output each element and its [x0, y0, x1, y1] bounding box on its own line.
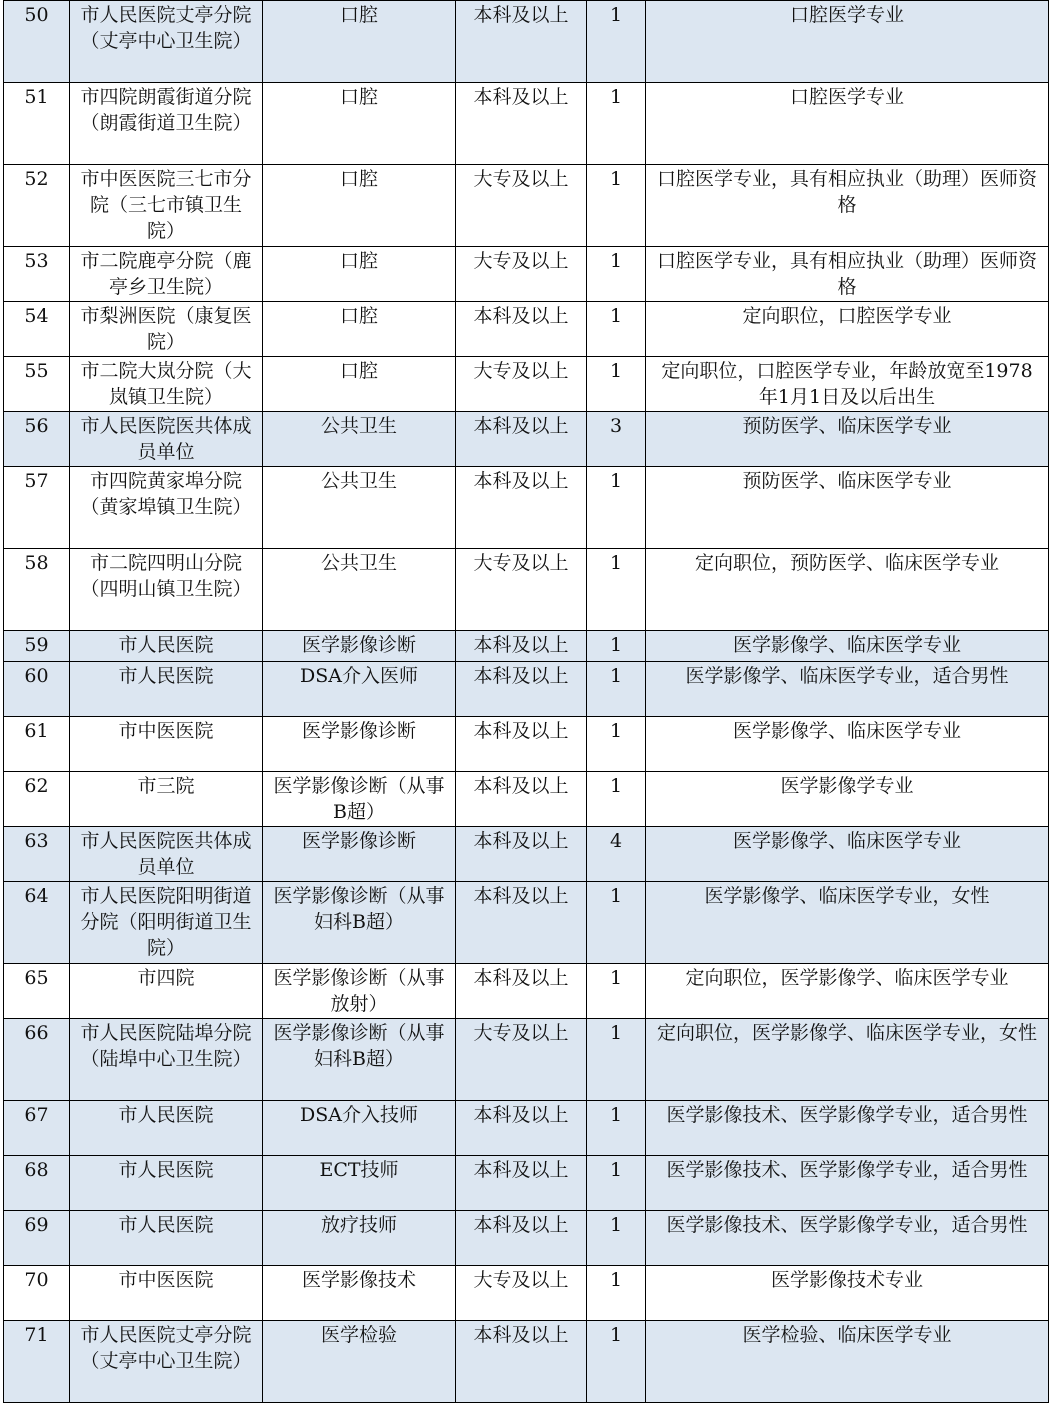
position-cell: 医学影像诊断（从事B超）	[263, 772, 456, 827]
headcount-cell: 1	[587, 549, 646, 631]
row-number-cell: 55	[4, 357, 70, 412]
employer-unit-cell: 市人民医院	[70, 1156, 263, 1211]
position-cell: 口腔	[263, 1, 456, 83]
row-number-cell: 59	[4, 631, 70, 662]
position-cell: 放疗技师	[263, 1211, 456, 1266]
requirements-cell: 口腔医学专业	[646, 1, 1049, 83]
requirements-cell: 医学检验、临床医学专业	[646, 1321, 1049, 1403]
headcount-cell: 1	[587, 964, 646, 1019]
row-number-cell: 60	[4, 662, 70, 717]
table-row	[4, 165, 1049, 247]
position-cell: 医学影像诊断	[263, 717, 456, 772]
education-cell: 本科及以上	[456, 631, 587, 662]
position-cell: 公共卫生	[263, 467, 456, 549]
education-cell: 本科及以上	[456, 1156, 587, 1211]
headcount-cell: 1	[587, 467, 646, 549]
education-cell: 本科及以上	[456, 1211, 587, 1266]
headcount-cell: 1	[587, 1, 646, 83]
employer-unit-cell: 市三院	[70, 772, 263, 827]
row-number-cell: 64	[4, 882, 70, 964]
row-number-cell: 58	[4, 549, 70, 631]
position-cell: 公共卫生	[263, 412, 456, 467]
row-number-cell: 50	[4, 1, 70, 83]
headcount-cell: 1	[587, 165, 646, 247]
table-row	[4, 882, 1049, 964]
row-number-cell: 67	[4, 1101, 70, 1156]
requirements-cell: 医学影像技术专业	[646, 1266, 1049, 1321]
employer-unit-cell: 市人民医院	[70, 631, 263, 662]
row-number-cell: 56	[4, 412, 70, 467]
employer-unit-cell: 市二院鹿亭分院（鹿亭乡卫生院）	[70, 247, 263, 302]
headcount-cell: 1	[587, 772, 646, 827]
headcount-cell: 1	[587, 1211, 646, 1266]
requirements-cell: 定向职位，医学影像学、临床医学专业，女性	[646, 1019, 1049, 1101]
education-cell: 本科及以上	[456, 882, 587, 964]
row-number-cell: 71	[4, 1321, 70, 1403]
positions-table	[3, 0, 1049, 1403]
position-cell: 医学影像诊断	[263, 827, 456, 882]
position-cell: 口腔	[263, 247, 456, 302]
requirements-cell: 医学影像技术、医学影像学专业，适合男性	[646, 1211, 1049, 1266]
requirements-cell: 口腔医学专业	[646, 83, 1049, 165]
headcount-cell: 1	[587, 83, 646, 165]
headcount-cell: 1	[587, 1321, 646, 1403]
headcount-cell: 1	[587, 662, 646, 717]
requirements-cell: 医学影像技术、医学影像学专业，适合男性	[646, 1156, 1049, 1211]
row-number-cell: 70	[4, 1266, 70, 1321]
employer-unit-cell: 市人民医院丈亭分院（丈亭中心卫生院）	[70, 1321, 263, 1403]
position-cell: 医学影像诊断（从事妇科B超）	[263, 1019, 456, 1101]
education-cell: 本科及以上	[456, 827, 587, 882]
education-cell: 大专及以上	[456, 549, 587, 631]
position-cell: 医学影像诊断	[263, 631, 456, 662]
employer-unit-cell: 市人民医院	[70, 662, 263, 717]
employer-unit-cell: 市四院黄家埠分院（黄家埠镇卫生院）	[70, 467, 263, 549]
row-number-cell: 51	[4, 83, 70, 165]
row-number-cell: 61	[4, 717, 70, 772]
employer-unit-cell: 市人民医院医共体成员单位	[70, 827, 263, 882]
position-cell: 医学影像诊断（从事妇科B超）	[263, 882, 456, 964]
table-row	[4, 1321, 1049, 1403]
position-cell: 医学影像诊断（从事放射）	[263, 964, 456, 1019]
education-cell: 大专及以上	[456, 1266, 587, 1321]
row-number-cell: 62	[4, 772, 70, 827]
row-number-cell: 69	[4, 1211, 70, 1266]
education-cell: 本科及以上	[456, 83, 587, 165]
employer-unit-cell: 市人民医院	[70, 1101, 263, 1156]
row-number-cell: 65	[4, 964, 70, 1019]
employer-unit-cell: 市中医医院三七市分院（三七市镇卫生院）	[70, 165, 263, 247]
requirements-cell: 定向职位，医学影像学、临床医学专业	[646, 964, 1049, 1019]
employer-unit-cell: 市人民医院阳明街道分院（阳明街道卫生院）	[70, 882, 263, 964]
position-cell: 医学影像技术	[263, 1266, 456, 1321]
education-cell: 本科及以上	[456, 467, 587, 549]
table-row	[4, 717, 1049, 772]
position-cell: 公共卫生	[263, 549, 456, 631]
requirements-cell: 定向职位，口腔医学专业	[646, 302, 1049, 357]
headcount-cell: 1	[587, 882, 646, 964]
education-cell: 本科及以上	[456, 772, 587, 827]
position-cell: DSA介入技师	[263, 1101, 456, 1156]
requirements-cell: 医学影像学、临床医学专业，女性	[646, 882, 1049, 964]
table-row	[4, 772, 1049, 827]
row-number-cell: 66	[4, 1019, 70, 1101]
position-cell: 医学检验	[263, 1321, 456, 1403]
education-cell: 本科及以上	[456, 302, 587, 357]
position-cell: DSA介入医师	[263, 662, 456, 717]
education-cell: 大专及以上	[456, 1019, 587, 1101]
position-cell: 口腔	[263, 165, 456, 247]
headcount-cell: 1	[587, 1156, 646, 1211]
education-cell: 本科及以上	[456, 1321, 587, 1403]
employer-unit-cell: 市人民医院丈亭分院（丈亭中心卫生院）	[70, 1, 263, 83]
headcount-cell: 1	[587, 631, 646, 662]
table-row	[4, 1211, 1049, 1266]
education-cell: 本科及以上	[456, 717, 587, 772]
requirements-cell: 医学影像学、临床医学专业	[646, 717, 1049, 772]
requirements-cell: 医学影像技术、医学影像学专业，适合男性	[646, 1101, 1049, 1156]
headcount-cell: 1	[587, 247, 646, 302]
employer-unit-cell: 市人民医院医共体成员单位	[70, 412, 263, 467]
positions-table-body	[4, 1, 1049, 1403]
table-row	[4, 1019, 1049, 1101]
education-cell: 大专及以上	[456, 357, 587, 412]
table-row	[4, 1, 1049, 83]
requirements-cell: 口腔医学专业，具有相应执业（助理）医师资格	[646, 247, 1049, 302]
table-row	[4, 247, 1049, 302]
requirements-cell: 口腔医学专业，具有相应执业（助理）医师资格	[646, 165, 1049, 247]
employer-unit-cell: 市人民医院	[70, 1211, 263, 1266]
headcount-cell: 1	[587, 717, 646, 772]
table-row	[4, 302, 1049, 357]
requirements-cell: 医学影像学专业	[646, 772, 1049, 827]
requirements-cell: 定向职位，口腔医学专业，年龄放宽至1978年1月1日及以后出生	[646, 357, 1049, 412]
headcount-cell: 1	[587, 357, 646, 412]
table-row	[4, 412, 1049, 467]
education-cell: 本科及以上	[456, 1, 587, 83]
table-row	[4, 549, 1049, 631]
table-row	[4, 964, 1049, 1019]
employer-unit-cell: 市梨洲医院（康复医院）	[70, 302, 263, 357]
position-cell: 口腔	[263, 83, 456, 165]
position-cell: 口腔	[263, 302, 456, 357]
position-cell: ECT技师	[263, 1156, 456, 1211]
headcount-cell: 3	[587, 412, 646, 467]
row-number-cell: 54	[4, 302, 70, 357]
table-row	[4, 357, 1049, 412]
requirements-cell: 预防医学、临床医学专业	[646, 467, 1049, 549]
education-cell: 本科及以上	[456, 412, 587, 467]
employer-unit-cell: 市四院朗霞街道分院（朗霞街道卫生院）	[70, 83, 263, 165]
table-row	[4, 467, 1049, 549]
employer-unit-cell: 市人民医院陆埠分院（陆埠中心卫生院）	[70, 1019, 263, 1101]
headcount-cell: 4	[587, 827, 646, 882]
headcount-cell: 1	[587, 1266, 646, 1321]
headcount-cell: 1	[587, 1019, 646, 1101]
education-cell: 本科及以上	[456, 662, 587, 717]
employer-unit-cell: 市二院四明山分院（四明山镇卫生院）	[70, 549, 263, 631]
education-cell: 本科及以上	[456, 1101, 587, 1156]
row-number-cell: 57	[4, 467, 70, 549]
employer-unit-cell: 市中医医院	[70, 717, 263, 772]
employer-unit-cell: 市二院大岚分院（大岚镇卫生院）	[70, 357, 263, 412]
headcount-cell: 1	[587, 302, 646, 357]
row-number-cell: 53	[4, 247, 70, 302]
table-row	[4, 83, 1049, 165]
employer-unit-cell: 市中医医院	[70, 1266, 263, 1321]
education-cell: 大专及以上	[456, 165, 587, 247]
requirements-cell: 医学影像学、临床医学专业，适合男性	[646, 662, 1049, 717]
table-row	[4, 827, 1049, 882]
education-cell: 大专及以上	[456, 247, 587, 302]
table-row	[4, 662, 1049, 717]
headcount-cell: 1	[587, 1101, 646, 1156]
table-row	[4, 1156, 1049, 1211]
row-number-cell: 63	[4, 827, 70, 882]
employer-unit-cell: 市四院	[70, 964, 263, 1019]
education-cell: 本科及以上	[456, 964, 587, 1019]
position-cell: 口腔	[263, 357, 456, 412]
requirements-cell: 医学影像学、临床医学专业	[646, 827, 1049, 882]
requirements-cell: 医学影像学、临床医学专业	[646, 631, 1049, 662]
requirements-cell: 预防医学、临床医学专业	[646, 412, 1049, 467]
table-row	[4, 1266, 1049, 1321]
row-number-cell: 68	[4, 1156, 70, 1211]
table-row	[4, 1101, 1049, 1156]
row-number-cell: 52	[4, 165, 70, 247]
table-row	[4, 631, 1049, 662]
requirements-cell: 定向职位，预防医学、临床医学专业	[646, 549, 1049, 631]
